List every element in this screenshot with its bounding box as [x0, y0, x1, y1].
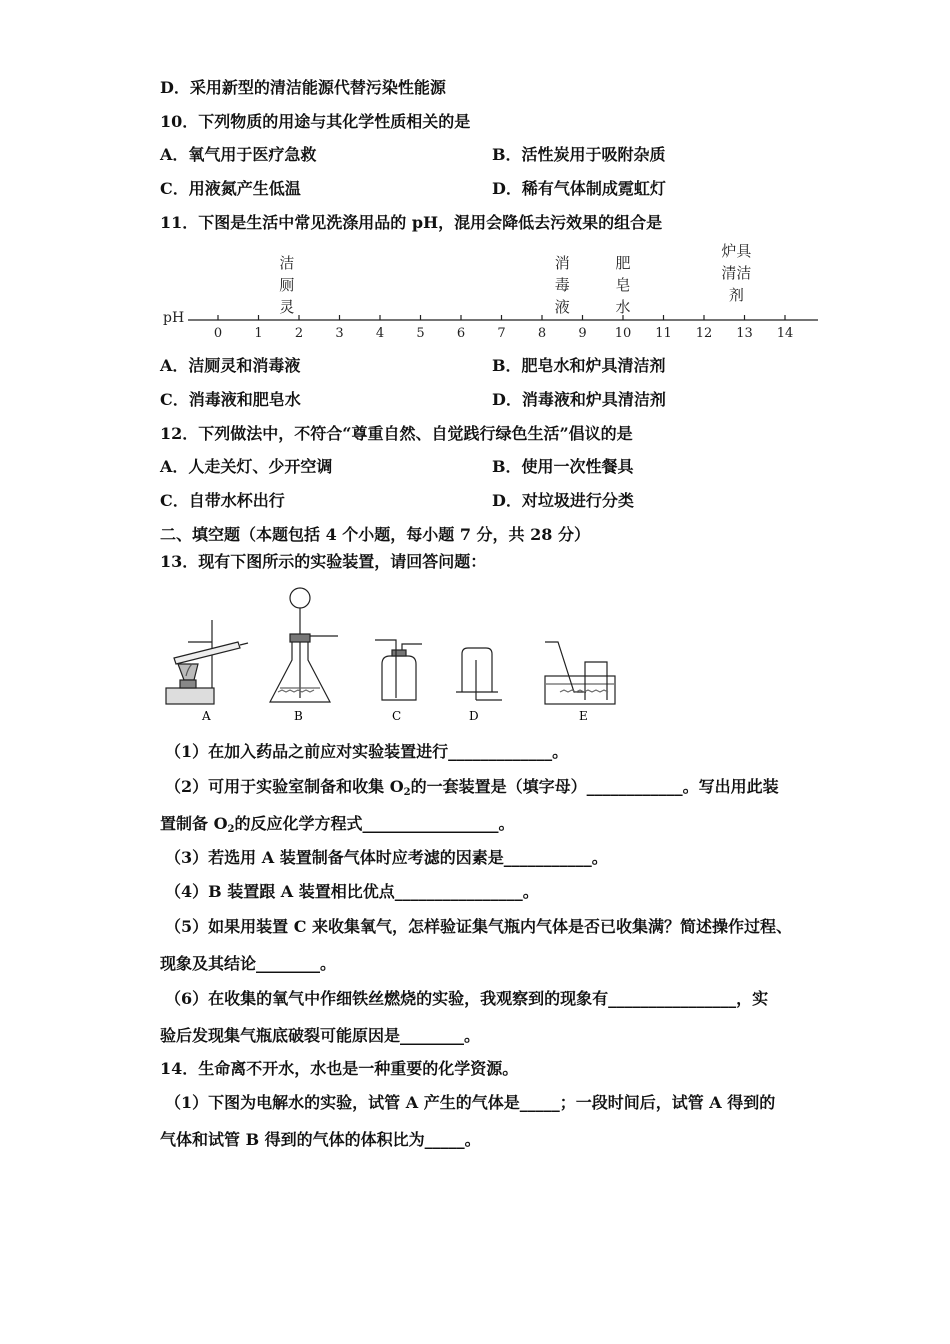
ph-item-label: 消 [554, 254, 570, 272]
q12-option-a: A．人走关灯、少开空调 [160, 457, 333, 476]
ph-item-label: 厕 [279, 276, 295, 294]
o2-subscript: 2 [227, 824, 235, 835]
q12-option-d: D．对垃圾进行分类 [492, 491, 634, 510]
apparatus-a [166, 620, 248, 704]
q13-part-2-line1 [165, 777, 779, 803]
q9-option-d: D．采用新型的清洁能源代替污染性能源 [160, 78, 446, 97]
q13-part-5-line1: （5）如果用装置 C 来收集氧气，怎样验证集气瓶内气体是否已收集满？简述操作过程、 [165, 917, 793, 936]
q11-option-d: D．消毒液和炉具清洁剂 [492, 390, 666, 409]
o2-subscript: 2 [403, 787, 411, 798]
q11-option-c: C．消毒液和肥皂水 [160, 390, 301, 409]
ph-ticks [214, 315, 793, 341]
q13-part-3: （3）若选用 A 装置制备气体时应考滤的因素是___________。 [165, 848, 608, 867]
q13-p2a-pre: （2）可用于实验室制备和收集 O [165, 777, 404, 796]
ph-items [279, 242, 752, 316]
ph-tick-label: 8 [537, 326, 547, 341]
ph-tick-label: 3 [335, 326, 344, 341]
apparatus-label-d: D [469, 709, 479, 723]
ph-tick-label: 10 [614, 326, 632, 341]
q10-option-d: D．稀有气体制成霓虹灯 [492, 179, 666, 198]
q10-option-b: B．活性炭用于吸附杂质 [492, 145, 666, 164]
ph-tick-label: 9 [578, 326, 587, 341]
q13-part-6-line1: （6）在收集的氧气中作细铁丝燃烧的实验，我观察到的现象有________________，实 [165, 989, 769, 1008]
q10-option-a: A．氧气用于医疗急救 [160, 145, 317, 164]
ph-item-label: 灵 [279, 298, 295, 316]
q13-stem: 13．现有下图所示的实验装置，请回答问题： [160, 552, 487, 571]
q13-p2a-post: 的一套装置是（填字母）____________。写出用此装 [410, 777, 779, 796]
apparatus-b [270, 588, 338, 702]
ph-item-label: 毒 [554, 276, 570, 294]
ph-tick-label: 2 [294, 326, 304, 341]
apparatus-e [545, 642, 615, 704]
apparatus-label-a: A [202, 709, 211, 723]
q11-option-b: B．肥皂水和炉具清洁剂 [492, 356, 666, 375]
q13-part-1: （1）在加入药品之前应对实验装置进行_____________。 [165, 742, 569, 761]
ph-tick-label: 7 [497, 326, 506, 341]
q13-part-5-line2: 现象及其结论________。 [160, 954, 337, 973]
ph-item-label: 皂 [615, 276, 631, 294]
q12-option-b: B．使用一次性餐具 [492, 457, 634, 476]
ph-item-label: 炉具 [721, 242, 752, 260]
q13-part-2-line2 [160, 814, 515, 840]
q14-part-1-line2: 气体和试管 B 得到的气体的体积比为_____。 [160, 1130, 481, 1149]
ph-tick-label: 11 [655, 326, 672, 341]
section-2-title: 二、填空题（本题包括 4 个小题，每小题 7 分，共 28 分） [160, 525, 590, 544]
ph-item-label: 水 [615, 298, 631, 316]
ph-tick-label: 14 [776, 326, 794, 341]
apparatus-label-c: C [392, 709, 402, 723]
apparatus-d [456, 648, 502, 700]
ph-number-line-figure [150, 240, 830, 345]
ph-item-label: 清洁 [721, 264, 752, 282]
q13-p2b-post: 的反应化学方程式_________________。 [234, 814, 515, 833]
lab-apparatus-figure [160, 580, 620, 725]
ph-tick-label: 13 [736, 326, 753, 341]
apparatus-c [375, 640, 422, 700]
apparatus-label-e: E [579, 709, 588, 723]
q12-option-c: C．自带水杯出行 [160, 491, 285, 510]
ph-item-label: 剂 [728, 286, 744, 304]
ph-axis-label: pH [163, 310, 185, 326]
q10-stem: 10．下列物质的用途与其化学性质相关的是 [160, 112, 471, 131]
ph-tick-label: 0 [213, 326, 223, 341]
ph-item-label: 液 [554, 298, 570, 316]
q11-option-a: A．洁厕灵和消毒液 [160, 356, 301, 375]
ph-tick-label: 1 [254, 326, 263, 341]
apparatus-label-b: B [294, 709, 303, 723]
q13-p2b-pre: 置制备 O [160, 814, 228, 833]
q12-stem: 12．下列做法中，不符合“尊重自然、自觉践行绿色生活”倡议的是 [160, 424, 633, 443]
ph-item-label: 肥 [615, 254, 631, 272]
q13-part-4: （4）B 装置跟 A 装置相比优点________________。 [165, 882, 539, 901]
q13-part-6-line2: 验后发现集气瓶底破裂可能原因是________。 [160, 1026, 481, 1045]
ph-tick-label: 5 [416, 326, 425, 341]
q14-part-1-line1: （1）下图为电解水的实验，试管 A 产生的气体是_____；一段时间后，试管 A 得到的 [165, 1093, 776, 1112]
ph-tick-label: 4 [375, 326, 385, 341]
q14-stem: 14．生命离不开水，水也是一种重要的化学资源。 [160, 1059, 519, 1078]
ph-tick-label: 12 [695, 326, 713, 341]
ph-item-label: 洁 [279, 254, 295, 272]
ph-tick-label: 6 [456, 326, 466, 341]
q11-stem: 11．下图是生活中常见洗涤用品的 pH，混用会降低去污效果的组合是 [160, 213, 663, 232]
q10-option-c: C．用液氮产生低温 [160, 179, 301, 198]
